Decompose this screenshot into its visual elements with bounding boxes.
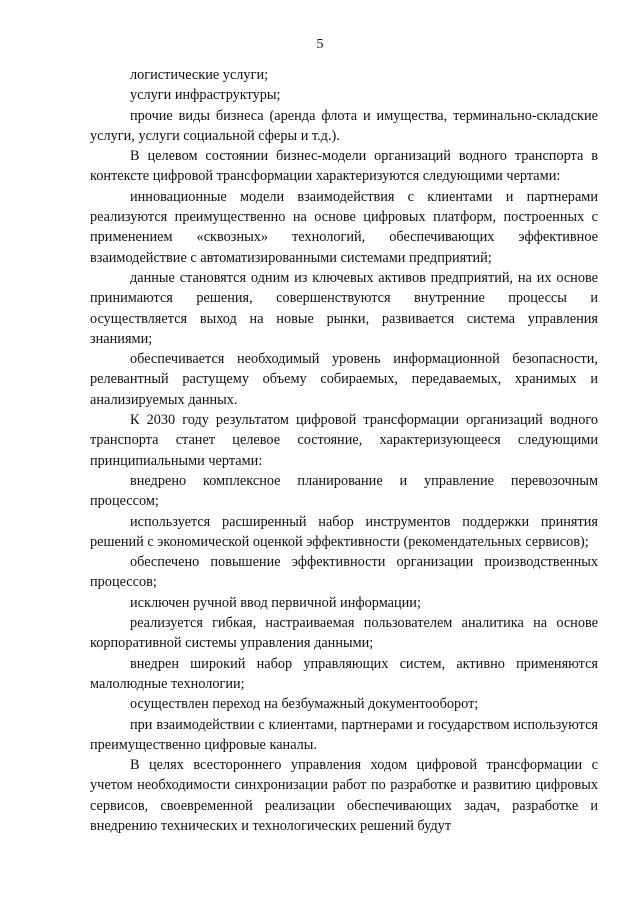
paragraph: В целевом состоянии бизнес-модели организаций водного транспорта в контексте цифровой трансформации характеризуются следующими чертами: [90, 148, 598, 185]
paragraph: внедрен широкий набор управляющих систем, активно применяются малолюдные технологии; [90, 655, 598, 692]
paragraph: осуществлен переход на безбумажный документооборот; [130, 696, 479, 713]
paragraph: обеспечивается необходимый уровень информационной безопасности, релевантный растущему объему собираемых, передаваемых, хранимых и анализируемых данных. [90, 351, 598, 408]
paragraph: услуги инфраструктуры; [130, 87, 281, 104]
paragraph: инновационные модели взаимодействия с клиентами и партнерами реализуются преимущественно на основе цифровых платформ, построенных с применением «сквозных» технологий, обеспечивающих эффективное взаимодействие с автоматизированными системами предприятий; [90, 188, 598, 266]
paragraph: используется расширенный набор инструментов поддержки принятия решений с экономической оценкой эффективности (рекомендательных сервисов); [90, 513, 598, 550]
paragraph: К 2030 году результатом цифровой трансформации организаций водного транспорта станет целевое состояние, характеризующееся следующими принципиальными чертами: [90, 412, 598, 469]
paragraph: реализуется гибкая, настраиваемая пользователем аналитика на основе корпоративной системы управления данными; [90, 615, 598, 652]
page-number: 5 [316, 37, 324, 52]
paragraph: прочие виды бизнеса (аренда флота и имущества, терминально-складские услуги, услуги социальной сферы и т.д.). [90, 107, 598, 144]
paragraph: внедрено комплексное планирование и управление перевозочным процессом; [90, 472, 598, 510]
paragraph: исключен ручной ввод первичной информации; [130, 594, 421, 611]
paragraph: логистические услуги; [130, 67, 269, 83]
paragraph: В целях всестороннего управления ходом цифровой трансформации с учетом необходимости синхронизации работ по разработке и развитию цифровых сервисов, своевременной реализации обеспечивающих задач, разработке и внедрению технических и технологических решений будут [90, 757, 598, 834]
paragraph: обеспечено повышение эффективности организации производственных процессов; [90, 554, 598, 591]
paragraph: при взаимодействии с клиентами, партнерами и государством используются преимущественно цифровые каналы. [90, 716, 598, 753]
paragraph: данные становятся одним из ключевых активов предприятий, на их основе принимаются решения, совершенствуются внутренние процессы и осуществляется выход на новые рынки, развивается система управления знаниями; [90, 269, 598, 347]
document-body [90, 65, 598, 836]
